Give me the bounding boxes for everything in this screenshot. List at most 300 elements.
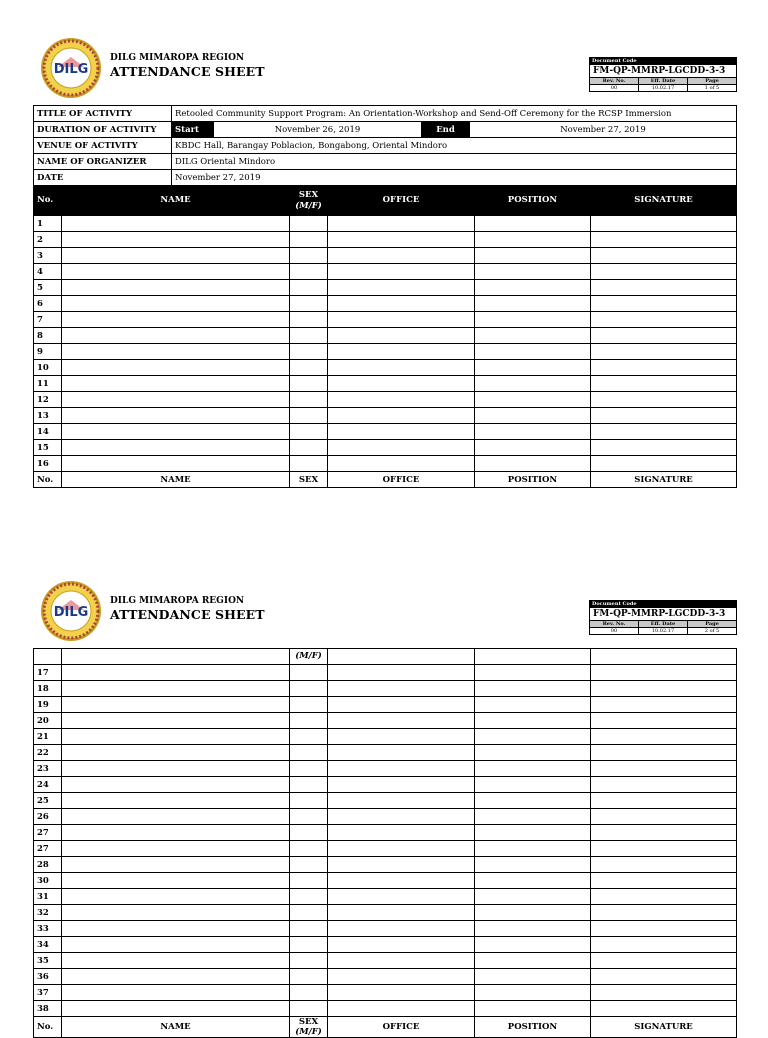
svg-text:DILG: DILG — [53, 62, 89, 77]
office-cell[interactable] — [328, 841, 475, 857]
position-cell[interactable] — [475, 793, 591, 809]
office-cell[interactable] — [328, 889, 475, 905]
signature-cell[interactable] — [591, 697, 737, 713]
name-cell[interactable] — [62, 889, 290, 905]
office-cell[interactable] — [328, 232, 475, 248]
doc-code: FM-QP-MMRP-LGCDD-3-3 — [590, 65, 736, 78]
name-cell[interactable] — [62, 953, 290, 969]
row-number: 26 — [34, 809, 62, 825]
position-cell[interactable] — [475, 745, 591, 761]
row-number: 8 — [34, 328, 62, 344]
name-cell[interactable] — [62, 280, 290, 296]
sex-cell[interactable] — [290, 312, 328, 328]
signature-cell[interactable] — [591, 713, 737, 729]
position-cell[interactable] — [475, 841, 591, 857]
attendee-row — [34, 889, 737, 905]
organizer-label: NAME OF ORGANIZER — [34, 154, 172, 170]
signature-cell[interactable] — [591, 889, 737, 905]
attendee-row — [34, 408, 737, 424]
attendance-table-page-2 — [33, 648, 737, 1038]
office-cell[interactable] — [328, 376, 475, 392]
position-cell[interactable] — [475, 873, 591, 889]
name-cell[interactable] — [62, 937, 290, 953]
row-number: 13 — [34, 408, 62, 424]
attendance-table-page-1 — [33, 185, 737, 488]
row-number: 18 — [34, 681, 62, 697]
sex-cell[interactable] — [290, 921, 328, 937]
row-number: 27 — [34, 841, 62, 857]
name-cell[interactable] — [62, 248, 290, 264]
office-cell[interactable] — [328, 969, 475, 985]
signature-cell[interactable] — [591, 729, 737, 745]
region-name: DILG MIMAROPA REGION — [110, 53, 245, 63]
signature-cell[interactable] — [591, 969, 737, 985]
attendee-row — [34, 841, 737, 857]
sex-cell[interactable] — [290, 969, 328, 985]
position-cell[interactable] — [475, 248, 591, 264]
row-number: 12 — [34, 392, 62, 408]
attendee-row — [34, 232, 737, 248]
document-code-box — [589, 600, 737, 635]
signature-cell[interactable] — [591, 953, 737, 969]
position-cell[interactable] — [475, 408, 591, 424]
name-cell[interactable] — [62, 408, 290, 424]
sheet-title: ATTENDANCE SHEET — [110, 64, 265, 79]
name-cell[interactable] — [62, 809, 290, 825]
row-number: 24 — [34, 777, 62, 793]
position-cell[interactable] — [475, 921, 591, 937]
position-cell[interactable] — [475, 889, 591, 905]
attendee-row — [34, 665, 737, 681]
rev-label: Rev. No. — [590, 78, 638, 85]
attendee-row — [34, 713, 737, 729]
signature-cell[interactable] — [591, 665, 737, 681]
signature-cell[interactable] — [591, 408, 737, 424]
row-number: 30 — [34, 873, 62, 889]
eff-label: Eff. Date — [638, 78, 687, 85]
sex-cell[interactable] — [290, 280, 328, 296]
position-cell[interactable] — [475, 681, 591, 697]
sex-cell[interactable] — [290, 440, 328, 456]
name-cell[interactable] — [62, 697, 290, 713]
office-cell[interactable] — [328, 825, 475, 841]
date-value: November 27, 2019 — [172, 170, 737, 186]
sex-cell[interactable] — [290, 761, 328, 777]
signature-cell[interactable] — [591, 456, 737, 472]
position-cell[interactable] — [475, 344, 591, 360]
sex-cell[interactable] — [290, 937, 328, 953]
sex-cell[interactable] — [290, 408, 328, 424]
name-cell[interactable] — [62, 440, 290, 456]
office-cell[interactable] — [328, 344, 475, 360]
office-cell[interactable] — [328, 921, 475, 937]
office-cell[interactable] — [328, 953, 475, 969]
sex-cell[interactable] — [290, 232, 328, 248]
position-cell[interactable] — [475, 825, 591, 841]
document-code-box — [589, 57, 737, 92]
row-number: 23 — [34, 761, 62, 777]
name-cell[interactable] — [62, 825, 290, 841]
signature-cell[interactable] — [591, 328, 737, 344]
col-no: No. — [34, 186, 62, 216]
sex-cell[interactable] — [290, 713, 328, 729]
footer-position: POSITION — [475, 1017, 591, 1038]
eff-date: 10.02.17 — [638, 628, 687, 634]
sex-cell[interactable] — [290, 248, 328, 264]
attendee-row — [34, 264, 737, 280]
dilg-logo — [40, 37, 102, 99]
name-cell[interactable] — [62, 745, 290, 761]
row-number: 37 — [34, 985, 62, 1001]
page-label: Page — [687, 621, 736, 628]
signature-cell[interactable] — [591, 825, 737, 841]
doc-code-label: Document Code — [590, 58, 736, 65]
position-cell[interactable] — [475, 376, 591, 392]
signature-cell[interactable] — [591, 841, 737, 857]
duration-label: DURATION OF ACTIVITY — [34, 122, 172, 138]
sex-cell[interactable] — [290, 392, 328, 408]
position-cell[interactable] — [475, 985, 591, 1001]
attendee-row — [34, 729, 737, 745]
signature-cell[interactable] — [591, 392, 737, 408]
rev-no: 00 — [610, 628, 618, 634]
name-cell[interactable] — [62, 841, 290, 857]
sex-cell[interactable] — [290, 456, 328, 472]
start-label: Start — [172, 122, 214, 138]
position-cell[interactable] — [475, 296, 591, 312]
position-cell[interactable] — [475, 392, 591, 408]
rev-label: Rev. No. — [590, 621, 638, 628]
signature-cell[interactable] — [591, 681, 737, 697]
attendee-row — [34, 697, 737, 713]
row-number: 21 — [34, 729, 62, 745]
name-cell[interactable] — [62, 328, 290, 344]
office-cell[interactable] — [328, 264, 475, 280]
name-cell[interactable] — [62, 857, 290, 873]
footer-office: OFFICE — [328, 1017, 475, 1038]
signature-cell[interactable] — [591, 761, 737, 777]
office-cell[interactable] — [328, 873, 475, 889]
name-cell[interactable] — [62, 296, 290, 312]
end-label: End — [422, 122, 470, 138]
attendee-row — [34, 392, 737, 408]
attendee-row — [34, 985, 737, 1001]
name-cell[interactable] — [62, 777, 290, 793]
signature-cell[interactable] — [591, 264, 737, 280]
office-cell[interactable] — [328, 745, 475, 761]
signature-cell[interactable] — [591, 312, 737, 328]
signature-cell[interactable] — [591, 216, 737, 232]
name-cell[interactable] — [62, 905, 290, 921]
row-number: 9 — [34, 344, 62, 360]
position-cell[interactable] — [475, 280, 591, 296]
office-cell[interactable] — [328, 729, 475, 745]
signature-cell[interactable] — [591, 985, 737, 1001]
signature-cell[interactable] — [591, 440, 737, 456]
office-cell[interactable] — [328, 809, 475, 825]
signature-cell[interactable] — [591, 280, 737, 296]
office-cell[interactable] — [328, 424, 475, 440]
office-cell[interactable] — [328, 296, 475, 312]
name-cell[interactable] — [62, 344, 290, 360]
office-cell[interactable] — [328, 440, 475, 456]
row-number: 36 — [34, 969, 62, 985]
position-cell[interactable] — [475, 969, 591, 985]
name-cell[interactable] — [62, 392, 290, 408]
svg-text:DILG: DILG — [53, 605, 89, 620]
sex-cell[interactable] — [290, 985, 328, 1001]
signature-cell[interactable] — [591, 793, 737, 809]
row-number: 27 — [34, 825, 62, 841]
attendee-row — [34, 793, 737, 809]
row-number: 22 — [34, 745, 62, 761]
position-cell[interactable] — [475, 456, 591, 472]
name-cell[interactable] — [62, 793, 290, 809]
office-cell[interactable] — [328, 408, 475, 424]
office-cell[interactable] — [328, 248, 475, 264]
signature-cell[interactable] — [591, 1001, 737, 1017]
sex-cell[interactable] — [290, 793, 328, 809]
name-cell[interactable] — [62, 456, 290, 472]
footer-sex: SEX (M/F) — [290, 1017, 328, 1038]
row-number: 2 — [34, 232, 62, 248]
office-cell[interactable] — [328, 1001, 475, 1017]
venue-label: VENUE OF ACTIVITY — [34, 138, 172, 154]
position-cell[interactable] — [475, 424, 591, 440]
col-position: POSITION — [475, 186, 591, 216]
attendee-row — [34, 681, 737, 697]
name-cell[interactable] — [62, 312, 290, 328]
office-cell[interactable] — [328, 312, 475, 328]
activity-info-table — [33, 105, 737, 186]
office-cell[interactable] — [328, 280, 475, 296]
sex-cell[interactable] — [290, 665, 328, 681]
office-cell[interactable] — [328, 697, 475, 713]
attendee-row — [34, 745, 737, 761]
attendee-row — [34, 905, 737, 921]
attendee-row — [34, 456, 737, 472]
name-cell[interactable] — [62, 232, 290, 248]
signature-cell[interactable] — [591, 777, 737, 793]
position-cell[interactable] — [475, 697, 591, 713]
position-cell[interactable] — [475, 937, 591, 953]
sex-cell[interactable] — [290, 1001, 328, 1017]
attendee-row — [34, 777, 737, 793]
signature-cell[interactable] — [591, 296, 737, 312]
footer-name: NAME — [62, 472, 290, 488]
sex-cell[interactable] — [290, 424, 328, 440]
position-cell[interactable] — [475, 953, 591, 969]
sex-cell[interactable] — [290, 328, 328, 344]
signature-cell[interactable] — [591, 857, 737, 873]
row-number: 17 — [34, 665, 62, 681]
signature-cell[interactable] — [591, 344, 737, 360]
row-number: 32 — [34, 905, 62, 921]
col-sex: SEX (M/F) — [290, 186, 328, 216]
sex-cell[interactable] — [290, 376, 328, 392]
office-cell[interactable] — [328, 216, 475, 232]
row-number: 14 — [34, 424, 62, 440]
footer-no: No. — [34, 472, 62, 488]
position-cell[interactable] — [475, 440, 591, 456]
attendee-row — [34, 1001, 737, 1017]
position-cell[interactable] — [475, 328, 591, 344]
position-cell[interactable] — [475, 809, 591, 825]
attendee-row — [34, 296, 737, 312]
sex-cell[interactable] — [290, 809, 328, 825]
name-cell[interactable] — [62, 681, 290, 697]
footer-signature: SIGNATURE — [591, 1017, 737, 1038]
position-cell[interactable] — [475, 713, 591, 729]
sex-cell[interactable] — [290, 745, 328, 761]
doc-code-label: Document Code — [590, 601, 736, 608]
sex-cell[interactable] — [290, 296, 328, 312]
sex-cell[interactable] — [290, 729, 328, 745]
position-cell[interactable] — [475, 1001, 591, 1017]
position-cell[interactable] — [475, 216, 591, 232]
position-cell[interactable] — [475, 857, 591, 873]
signature-cell[interactable] — [591, 921, 737, 937]
office-cell[interactable] — [328, 665, 475, 681]
sex-cell[interactable] — [290, 216, 328, 232]
name-cell[interactable] — [62, 729, 290, 745]
sex-cell[interactable] — [290, 889, 328, 905]
name-cell[interactable] — [62, 264, 290, 280]
name-cell[interactable] — [62, 424, 290, 440]
title-label: TITLE OF ACTIVITY — [34, 106, 172, 122]
attendee-row — [34, 873, 737, 889]
office-cell[interactable] — [328, 857, 475, 873]
signature-cell[interactable] — [591, 424, 737, 440]
name-cell[interactable] — [62, 969, 290, 985]
row-number: 11 — [34, 376, 62, 392]
footer-position: POSITION — [475, 472, 591, 488]
office-cell[interactable] — [328, 937, 475, 953]
position-cell[interactable] — [475, 312, 591, 328]
row-number: 38 — [34, 1001, 62, 1017]
office-cell[interactable] — [328, 761, 475, 777]
sex-sub-header: (M/F) — [290, 649, 328, 665]
sex-cell[interactable] — [290, 344, 328, 360]
sex-cell[interactable] — [290, 857, 328, 873]
name-cell[interactable] — [62, 985, 290, 1001]
attendee-row — [34, 825, 737, 841]
eff-date: 10.02.17 — [638, 85, 687, 91]
office-cell[interactable] — [328, 392, 475, 408]
office-cell[interactable] — [328, 985, 475, 1001]
office-cell[interactable] — [328, 360, 475, 376]
signature-cell[interactable] — [591, 873, 737, 889]
name-cell[interactable] — [62, 1001, 290, 1017]
attendee-row — [34, 857, 737, 873]
rev-no: 00 — [610, 85, 618, 91]
footer-sex: SEX — [290, 472, 328, 488]
signature-cell[interactable] — [591, 248, 737, 264]
name-cell[interactable] — [62, 713, 290, 729]
sex-cell[interactable] — [290, 681, 328, 697]
sex-cell[interactable] — [290, 953, 328, 969]
position-cell[interactable] — [475, 360, 591, 376]
date-label: DATE — [34, 170, 172, 186]
signature-cell[interactable] — [591, 809, 737, 825]
row-number: 1 — [34, 216, 62, 232]
position-cell[interactable] — [475, 905, 591, 921]
row-number: 35 — [34, 953, 62, 969]
sheet-title: ATTENDANCE SHEET — [110, 607, 265, 622]
office-cell[interactable] — [328, 777, 475, 793]
office-cell[interactable] — [328, 905, 475, 921]
end-value: November 27, 2019 — [470, 122, 737, 138]
attendee-row — [34, 424, 737, 440]
office-cell[interactable] — [328, 681, 475, 697]
sex-cell[interactable] — [290, 697, 328, 713]
signature-cell[interactable] — [591, 905, 737, 921]
row-number: 10 — [34, 360, 62, 376]
col-signature: SIGNATURE — [591, 186, 737, 216]
eff-label: Eff. Date — [638, 621, 687, 628]
organizer-value: DILG Oriental Mindoro — [172, 154, 737, 170]
footer-office: OFFICE — [328, 472, 475, 488]
attendee-row — [34, 344, 737, 360]
sex-cell[interactable] — [290, 777, 328, 793]
position-cell[interactable] — [475, 232, 591, 248]
dilg-logo — [40, 580, 102, 642]
sex-cell[interactable] — [290, 825, 328, 841]
position-cell[interactable] — [475, 264, 591, 280]
name-cell[interactable] — [62, 360, 290, 376]
start-value: November 26, 2019 — [214, 122, 422, 138]
sex-cell[interactable] — [290, 841, 328, 857]
name-cell[interactable] — [62, 665, 290, 681]
row-number: 3 — [34, 248, 62, 264]
signature-cell[interactable] — [591, 360, 737, 376]
page-label: Page — [687, 78, 736, 85]
sex-cell[interactable] — [290, 360, 328, 376]
footer-signature: SIGNATURE — [591, 472, 737, 488]
page-number: 2 of 5 — [687, 628, 736, 634]
signature-cell[interactable] — [591, 937, 737, 953]
row-number: 25 — [34, 793, 62, 809]
sex-cell[interactable] — [290, 905, 328, 921]
attendee-row — [34, 248, 737, 264]
position-cell[interactable] — [475, 761, 591, 777]
row-number: 7 — [34, 312, 62, 328]
name-cell[interactable] — [62, 921, 290, 937]
row-number: 19 — [34, 697, 62, 713]
row-number: 33 — [34, 921, 62, 937]
signature-cell[interactable] — [591, 745, 737, 761]
sex-cell[interactable] — [290, 873, 328, 889]
position-cell[interactable] — [475, 777, 591, 793]
office-cell[interactable] — [328, 793, 475, 809]
name-cell[interactable] — [62, 873, 290, 889]
position-cell[interactable] — [475, 729, 591, 745]
sex-cell[interactable] — [290, 264, 328, 280]
signature-cell[interactable] — [591, 232, 737, 248]
position-cell[interactable] — [475, 665, 591, 681]
name-cell[interactable] — [62, 761, 290, 777]
attendee-row — [34, 376, 737, 392]
office-cell[interactable] — [328, 713, 475, 729]
col-office: OFFICE — [328, 186, 475, 216]
row-number: 20 — [34, 713, 62, 729]
attendee-row — [34, 761, 737, 777]
name-cell[interactable] — [62, 376, 290, 392]
office-cell[interactable] — [328, 328, 475, 344]
name-cell[interactable] — [62, 216, 290, 232]
signature-cell[interactable] — [591, 376, 737, 392]
office-cell[interactable] — [328, 456, 475, 472]
